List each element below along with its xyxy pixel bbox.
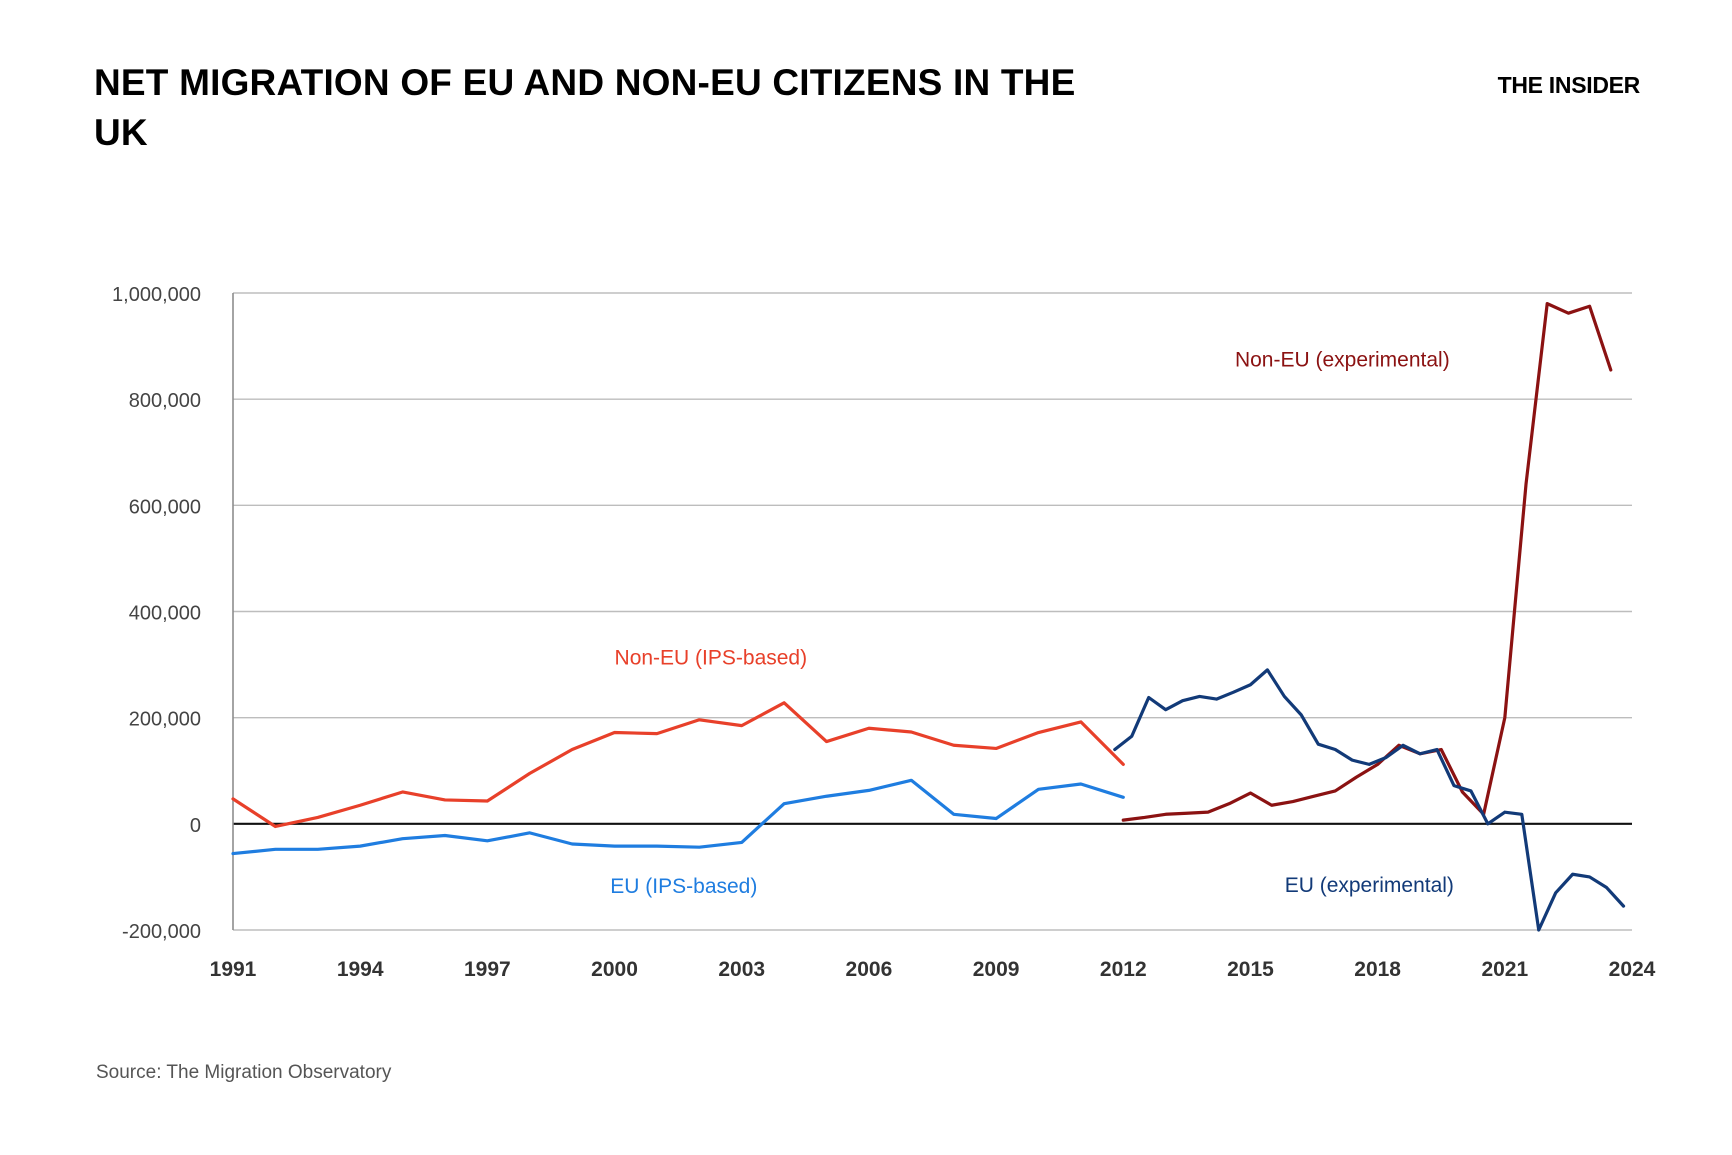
brand-logo: THE INSIDER (1497, 72, 1640, 98)
series-label: EU (IPS-based) (610, 874, 758, 898)
x-axis-tick-label: 1991 (209, 958, 257, 981)
series-line (1123, 304, 1611, 821)
y-axis-tick-label: 0 (189, 814, 201, 837)
source-note: Source: The Migration Observatory (96, 1062, 392, 1083)
series-line (233, 703, 1123, 827)
x-axis-tick-label: 2006 (845, 958, 893, 981)
series-label: EU (experimental) (1284, 873, 1454, 897)
x-axis-tick-label: 1994 (336, 958, 384, 981)
x-axis-tick-label: 2024 (1608, 958, 1656, 981)
x-axis-tick-label: 2012 (1099, 958, 1147, 981)
series-labels-group (610, 348, 1454, 898)
x-axis-tick-label: 2003 (718, 958, 766, 981)
data-series-group (233, 304, 1624, 930)
y-axis-tick-label: 800,000 (128, 390, 201, 413)
page-title: NET MIGRATION OF EU AND NON-EU CITIZENS IN THE UK (94, 62, 1076, 153)
series-label: Non-EU (IPS-based) (614, 646, 808, 670)
series-label: Non-EU (experimental) (1234, 348, 1450, 372)
y-axis-tick-label: 600,000 (128, 496, 201, 519)
x-axis-tick-label: 1997 (464, 958, 511, 981)
y-axis-tick-label: 1,000,000 (112, 284, 201, 306)
x-axis-tick-label: 2021 (1481, 958, 1529, 981)
series-line (233, 780, 1123, 853)
x-axis-tick-label: 2000 (591, 958, 638, 981)
y-axis-ticks (112, 284, 201, 943)
x-axis-tick-label: 2015 (1227, 958, 1274, 981)
y-axis-tick-label: -200,000 (122, 921, 201, 943)
y-axis-tick-label: 200,000 (128, 708, 201, 731)
x-axis-tick-label: 2018 (1354, 958, 1401, 981)
x-axis-ticks (210, 958, 1656, 981)
y-axis-tick-label: 400,000 (128, 602, 201, 625)
x-axis-tick-label: 2009 (972, 958, 1020, 981)
